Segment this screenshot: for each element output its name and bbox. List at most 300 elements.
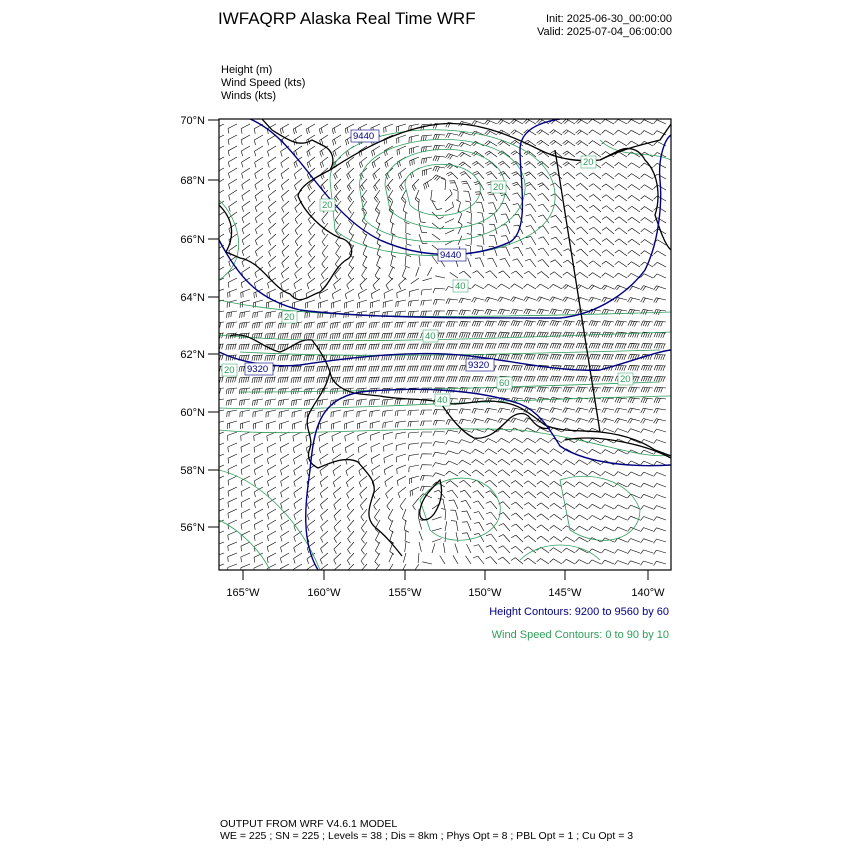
wind-barb	[473, 271, 485, 278]
wind-barb	[227, 421, 237, 429]
wind-barb	[472, 332, 484, 337]
wind-barb	[383, 300, 393, 308]
wind-barb	[335, 223, 341, 235]
wind-barb	[267, 432, 276, 441]
wind-barb	[228, 168, 237, 178]
wind-barb	[405, 531, 410, 543]
field-height: Height (m)	[221, 64, 273, 76]
wind-barb	[309, 223, 316, 235]
wind-barb	[356, 333, 367, 339]
wind-barb	[434, 366, 446, 371]
wind-barb	[628, 309, 640, 314]
wind-barb	[489, 235, 497, 245]
wind-barb	[228, 124, 237, 134]
wind-barb	[451, 521, 458, 531]
wind-barb	[291, 366, 302, 372]
wind-barb	[369, 377, 380, 383]
wind-barb	[307, 520, 315, 531]
wind-barb	[396, 432, 406, 439]
wind-barb	[615, 354, 627, 360]
wind-barb	[654, 495, 667, 499]
longitude-label: 160°W	[307, 587, 341, 599]
wind-barb	[242, 168, 250, 178]
wind-barb	[446, 451, 459, 455]
wind-barb	[654, 365, 666, 370]
wind-barb	[347, 179, 354, 191]
wind-barb	[455, 544, 458, 554]
wind-barb	[370, 410, 381, 417]
wind-barb	[445, 521, 447, 531]
wind-barb	[472, 161, 484, 168]
wind-barb	[498, 491, 510, 498]
wind-barb	[462, 511, 471, 520]
wind-barb	[524, 161, 536, 168]
wind-barb	[641, 419, 653, 424]
wind-barb	[413, 498, 419, 510]
speed-contour-label: 40	[425, 331, 436, 342]
wind-barb	[344, 410, 354, 417]
wind-barb	[370, 311, 381, 318]
wind-barb	[433, 175, 446, 181]
wind-barb	[576, 449, 589, 454]
wind-barb	[563, 321, 575, 327]
wind-barb	[524, 470, 536, 476]
wind-barb	[293, 421, 303, 429]
height-contour-legend: Height Contours: 9200 to 9560 by 60	[489, 606, 669, 618]
longitude-label: 150°W	[468, 587, 502, 599]
wind-barb	[563, 332, 575, 338]
wind-barb	[550, 260, 562, 267]
wind-barb	[395, 366, 406, 371]
wind-barb	[226, 388, 237, 394]
wind-barb	[304, 333, 315, 339]
wind-barb	[294, 454, 303, 464]
wind-barb	[576, 141, 588, 147]
wind-barb	[550, 559, 562, 564]
wind-barb	[563, 387, 575, 393]
wind-barb	[421, 300, 432, 306]
wind-barb	[357, 410, 367, 417]
wind-barb	[563, 460, 575, 465]
wind-barb	[295, 223, 302, 235]
wind-barb	[361, 520, 367, 532]
wind-barb	[363, 256, 367, 269]
wind-barb	[254, 454, 263, 464]
wind-barb	[563, 408, 575, 413]
wind-barb	[268, 179, 276, 190]
wind-barb	[427, 267, 432, 276]
wind-barb	[485, 398, 497, 403]
wind-barb	[281, 465, 290, 475]
wind-barb	[317, 399, 328, 406]
speed-contour	[219, 520, 270, 570]
wind-barb	[550, 460, 562, 466]
wind-barb	[641, 298, 653, 303]
wind-barb	[654, 528, 667, 532]
wind-barb	[397, 289, 406, 298]
speed-contour	[405, 164, 480, 215]
wind-barb	[361, 509, 367, 521]
wind-barb	[408, 322, 419, 328]
wind-barb	[255, 223, 263, 234]
wind-barb	[563, 285, 576, 290]
wind-barb	[268, 267, 276, 278]
wind-barb	[443, 543, 445, 553]
speed-contour-label: 20	[583, 157, 594, 168]
wind-barb	[550, 172, 562, 179]
wind-barb	[252, 322, 263, 328]
wind-barb	[488, 203, 497, 212]
wind-barb	[226, 344, 237, 350]
wind-barb	[641, 472, 654, 476]
wind-barb	[215, 267, 224, 277]
wind-barb	[641, 286, 654, 291]
wind-barb	[615, 184, 627, 190]
wind-barb	[576, 272, 588, 278]
wind-barb	[226, 377, 237, 383]
wind-barb	[538, 248, 549, 256]
latitude-label: 66°N	[180, 234, 205, 246]
wind-barb	[347, 553, 354, 565]
wind-barb	[654, 354, 666, 359]
wind-barb	[576, 227, 588, 234]
wind-barb	[511, 130, 523, 135]
wind-barb	[228, 454, 237, 463]
wind-barb	[228, 278, 237, 288]
wind-barb	[615, 561, 628, 565]
wind-barb	[511, 524, 523, 531]
wind-barb	[361, 531, 367, 543]
wind-barb	[615, 343, 627, 349]
wind-barb	[420, 465, 432, 470]
wind-barb	[537, 449, 549, 454]
wind-barb	[576, 408, 588, 413]
wind-barb	[602, 261, 614, 267]
wind-barb	[447, 490, 458, 498]
wind-barb	[445, 230, 454, 234]
wind-barb	[382, 366, 393, 372]
wind-barb	[228, 564, 237, 573]
wind-barb	[343, 399, 354, 406]
wind-barb	[641, 408, 653, 413]
wind-barb	[382, 388, 393, 394]
wind-barb	[255, 168, 263, 179]
wind-barb	[524, 297, 537, 302]
wind-barb	[576, 526, 589, 531]
wind-barb	[267, 454, 276, 464]
wind-barb	[461, 181, 471, 190]
wind-barb	[241, 146, 250, 156]
wind-barb	[419, 223, 427, 233]
wind-barb	[291, 377, 302, 383]
wind-barb	[551, 215, 562, 223]
wind-barb	[253, 410, 263, 417]
wind-barb	[589, 173, 601, 179]
wind-barb	[499, 172, 510, 180]
wind-barb	[485, 321, 497, 327]
wind-barb	[374, 498, 380, 510]
wind-barb	[485, 449, 497, 454]
wind-barb	[322, 234, 328, 246]
wind-barb	[420, 454, 432, 459]
wind-speed-contours	[219, 130, 671, 570]
wind-barb	[511, 365, 523, 371]
wind-barb	[375, 553, 380, 565]
wind-barb	[294, 542, 302, 553]
wind-barb	[358, 289, 367, 299]
wind-barb	[293, 300, 303, 308]
wind-barb	[589, 119, 602, 124]
wind-barb	[472, 449, 485, 454]
speed-contour-label: 20	[322, 200, 333, 211]
wind-barb	[330, 322, 341, 329]
wind-barb	[332, 421, 342, 429]
wind-barb	[576, 376, 588, 382]
wind-barb	[654, 419, 666, 424]
wind-barb	[434, 490, 445, 498]
wind-barb	[641, 229, 653, 235]
wind-barb	[511, 271, 523, 278]
wind-barb	[334, 509, 341, 521]
wind-barb	[371, 454, 380, 464]
wind-barb	[334, 179, 341, 191]
wind-barb	[343, 322, 354, 328]
wind-barb	[226, 399, 237, 406]
wind-barb	[524, 558, 536, 564]
wind-barb	[294, 179, 302, 190]
wind-barb	[422, 278, 432, 281]
wind-barb	[306, 300, 316, 308]
wind-barb	[615, 365, 627, 371]
wind-barb	[449, 500, 458, 509]
wind-barb	[281, 509, 289, 520]
wind-barb	[628, 298, 640, 303]
wind-barb	[282, 256, 289, 268]
wind-barb	[641, 387, 653, 393]
init-time: Init: 2025-06-30_00:00:00	[546, 13, 672, 25]
wind-barb	[459, 344, 471, 349]
wind-barb	[537, 387, 549, 393]
wind-barb	[486, 545, 497, 553]
wind-barb	[615, 516, 628, 520]
wind-barb	[576, 354, 588, 360]
wind-barb	[295, 212, 302, 224]
speed-contour-label: 40	[455, 281, 466, 292]
wind-barb	[320, 157, 328, 168]
wind-barb	[241, 443, 250, 452]
wind-barb	[563, 548, 576, 553]
wind-barb	[511, 535, 523, 542]
wind-barb	[239, 388, 250, 394]
wind-barb	[370, 421, 380, 429]
wind-barb	[433, 473, 446, 477]
wind-barb	[421, 355, 433, 360]
wind-barb	[399, 278, 406, 290]
wind-barb	[432, 234, 440, 240]
wind-barb	[511, 321, 523, 327]
wind-barb	[267, 135, 276, 145]
wind-barb	[281, 267, 289, 278]
wind-barb	[346, 476, 354, 487]
wind-barb	[242, 190, 250, 201]
wind-barb	[348, 531, 354, 543]
wind-barb	[398, 168, 406, 179]
wind-barb	[402, 267, 406, 280]
wind-barb	[335, 212, 341, 224]
wind-barb	[322, 256, 328, 268]
wind-barb	[602, 560, 615, 564]
wind-barb	[332, 124, 341, 134]
wind-barb	[563, 194, 575, 201]
wind-barb	[628, 365, 640, 371]
wind-barb	[628, 321, 640, 327]
wind-barb	[253, 421, 263, 429]
wind-barb	[524, 271, 536, 278]
wind-barb	[525, 182, 536, 190]
wind-barb	[576, 471, 588, 476]
wind-barb	[254, 278, 263, 288]
wind-barb	[628, 163, 640, 168]
wind-barb	[281, 190, 289, 201]
wind-barb	[501, 214, 510, 223]
wind-barb	[389, 267, 393, 280]
wind-barb	[268, 190, 276, 201]
wind-barb	[641, 185, 653, 190]
wind-barb	[563, 471, 575, 476]
wind-barb	[410, 157, 419, 166]
wind-barb	[388, 564, 393, 573]
wind-barb	[511, 418, 524, 423]
wind-barb	[449, 181, 458, 190]
wind-barb	[347, 487, 354, 498]
wind-barb	[322, 245, 328, 257]
wind-barb	[459, 142, 472, 147]
wind-barb	[421, 410, 433, 415]
wind-barb	[242, 201, 250, 212]
wind-barb	[615, 321, 627, 327]
wind-barb	[307, 564, 315, 575]
wind-barb	[254, 498, 263, 508]
wind-barb	[375, 201, 380, 214]
wind-barb	[459, 321, 471, 326]
wind-barb	[320, 487, 328, 498]
wind-barb	[321, 267, 328, 279]
wind-barb	[358, 300, 368, 308]
wind-barb	[422, 168, 432, 176]
height-contour-label: 9320	[247, 364, 269, 375]
wind-barb	[576, 216, 588, 223]
wind-barb	[419, 256, 420, 266]
wind-barb	[628, 483, 641, 487]
wind-barb	[615, 332, 627, 338]
wind-barb	[602, 217, 614, 223]
wind-barb	[433, 431, 445, 436]
wind-barb	[402, 509, 406, 522]
wind-barb	[420, 476, 432, 481]
wind-barb	[462, 533, 471, 542]
wind-barb	[615, 527, 628, 531]
wind-barb	[319, 432, 328, 441]
wind-barb	[321, 520, 328, 531]
model-version: OUTPUT FROM WRF V4.6.1 MODEL	[220, 818, 398, 830]
wind-barb	[375, 267, 380, 280]
wind-barb	[267, 487, 276, 497]
wind-speed-contour-legend: Wind Speed Contours: 0 to 90 by 10	[491, 629, 669, 641]
wind-barb	[321, 542, 329, 553]
wind-barb	[641, 365, 653, 371]
wind-barb	[293, 124, 302, 134]
wind-barb	[291, 355, 302, 361]
wind-barb	[433, 156, 445, 161]
wind-barb	[472, 121, 485, 126]
valid-time: Valid: 2025-07-04_06:00:00	[537, 26, 672, 38]
wind-barb	[215, 168, 224, 178]
wind-barb	[589, 560, 602, 564]
wind-barb	[641, 450, 654, 454]
wind-barb	[278, 377, 289, 383]
wind-barb	[615, 398, 627, 403]
wind-barb	[513, 247, 523, 256]
wind-barb	[467, 544, 472, 553]
wind-barb	[228, 531, 237, 540]
wind-barb	[359, 476, 367, 487]
wind-barb	[641, 505, 654, 509]
wind-barb	[472, 310, 484, 315]
wind-barb	[281, 168, 289, 179]
wind-barb	[602, 418, 614, 423]
wind-barb	[654, 472, 667, 476]
wind-barb	[343, 377, 354, 383]
wind-barb	[602, 119, 615, 124]
wind-barb	[563, 376, 575, 382]
wind-barb	[421, 366, 433, 371]
wind-barb	[563, 493, 575, 498]
wind-barb	[408, 377, 419, 382]
wind-barb	[320, 454, 328, 465]
wind-barb	[266, 410, 276, 417]
wind-barb	[615, 549, 628, 553]
wind-barb	[654, 274, 667, 278]
wind-barb	[628, 174, 640, 179]
wind-barb	[467, 222, 472, 234]
wind-barb	[319, 124, 328, 134]
wind-barb	[252, 344, 263, 350]
wind-barb	[403, 553, 406, 563]
wind-barb	[241, 509, 250, 519]
wind-barb	[370, 300, 380, 308]
wind-barb	[358, 454, 367, 464]
wind-barb	[589, 504, 602, 509]
wind-barb	[307, 146, 315, 157]
wind-barb	[269, 245, 276, 256]
wind-barb	[538, 215, 549, 223]
wind-barb	[576, 504, 588, 509]
wind-barb	[361, 553, 367, 565]
wind-barb	[281, 157, 289, 168]
wind-barb	[602, 273, 614, 278]
wind-barb	[356, 366, 367, 372]
wind-barb	[441, 178, 446, 190]
wind-barb	[526, 215, 536, 223]
wind-barb	[279, 410, 289, 418]
wind-barb	[307, 531, 315, 542]
wind-barb	[446, 366, 458, 371]
wind-barb	[615, 217, 627, 223]
wind-barb	[345, 300, 355, 308]
wind-barb	[389, 520, 393, 533]
wind-barb	[524, 284, 537, 289]
wind-barb	[602, 482, 615, 487]
